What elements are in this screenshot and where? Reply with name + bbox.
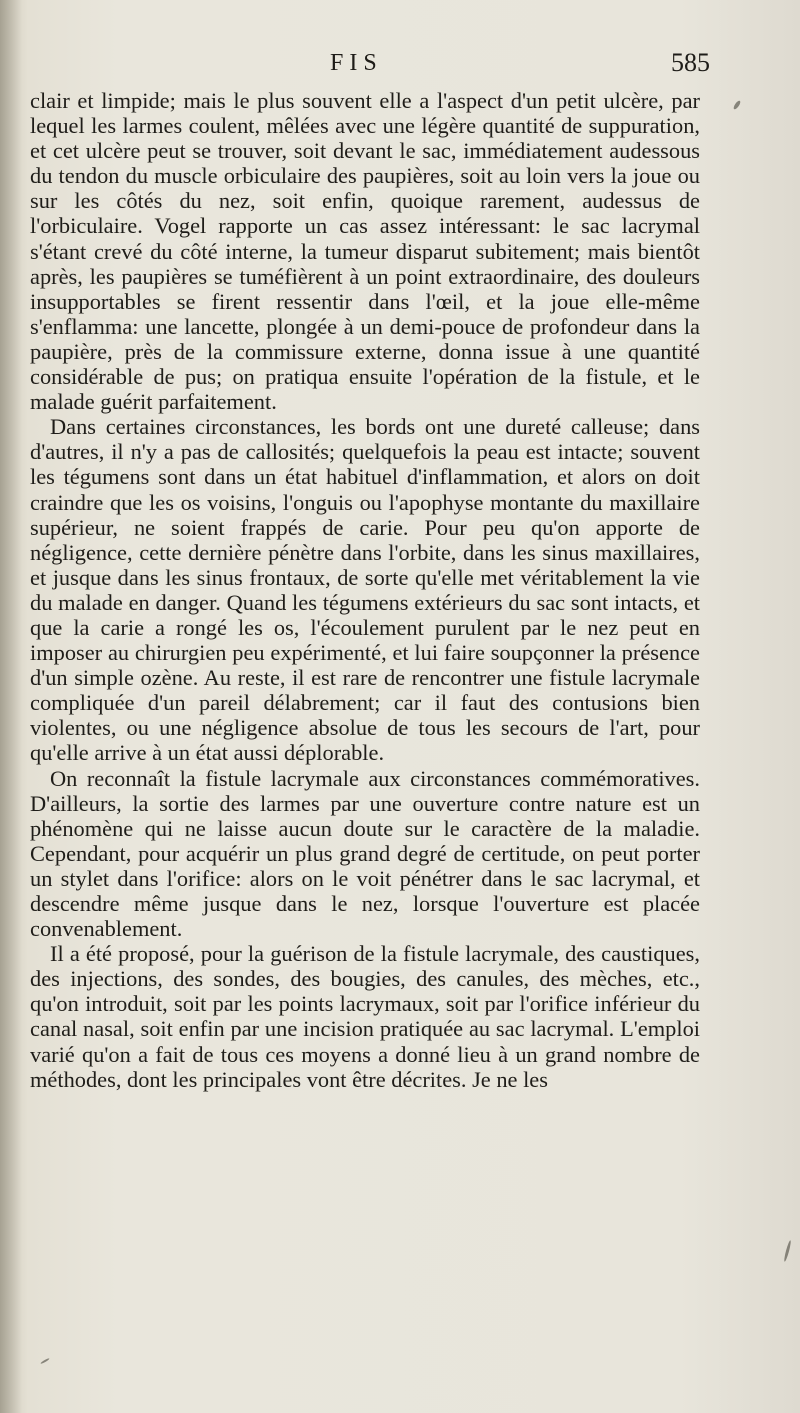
paragraph-1: clair et limpide; mais le plus souvent elle a l'aspect d'un petit ulcère, par lequel les larmes coulent, mêlées avec une légère quantité de suppuration, et cet ulcère peut se trouver, soit devant le sac, immédiatement audessous du tendon du muscle orbiculaire des paupières, soit au loin vers la joue ou sur les côtés du nez, soit enfin, quoique rarement, audessus de l'orbiculaire. Vogel rapporte un cas assez intéressant: le sac lacrymal s'étant crevé du côté interne, la tumeur disparut subitement; mais bientôt après, les paupières se tuméfièrent à un point extraordinaire, des douleurs insupportables se firent ressentir dans l'œil, et la joue elle-même s'enflamma: une lancette, plongée à un demi-pouce de profondeur dans la paupière, près de la commissure externe, donna issue à une quantité considérable de pus; on pratiqua ensuite l'opération de la fistule, et le malade guérit parfaitement. bbox=[30, 88, 700, 415]
ink-speck bbox=[732, 100, 741, 110]
page-gutter-shadow bbox=[0, 0, 22, 1413]
paragraph-4: Il a été proposé, pour la guérison de la fistule lacrymale, des caustiques, des injections, des sondes, des bougies, des canules, des mèches, etc., qu'on introduit, soit par les points lacrymaux, soit par l'orifice inférieur du canal nasal, soit enfin par une incision pratiquée au sac lacrymal. L'emploi varié qu'on a fait de tous ces moyens a donné lieu à un grand nombre de méthodes, dont les principales vont être décrites. Je ne les bbox=[30, 941, 700, 1092]
ink-speck bbox=[40, 1358, 50, 1365]
paragraph-3: On reconnaît la fistule lacrymale aux circonstances commémoratives. D'ailleurs, la sortie des larmes par une ouverture contre nature est un phénomène qui ne laisse aucun doute sur le caractère de la maladie. Cependant, pour acquérir un plus grand degré de certitude, on peut porter un stylet dans l'orifice: alors on le voit pénétrer dans le sac lacrymal, et descendre même jusque dans le nez, lorsque l'ouverture est placée convenablement. bbox=[30, 765, 700, 942]
running-title: FIS bbox=[330, 50, 383, 76]
paragraph-2: Dans certaines circonstances, les bords ont une dureté calleuse; dans d'autres, il n'y a pas de callosités; quelquefois la peau est intacte; souvent les tégumens sont dans un état habituel d'inflammation, et alors on doit craindre que les os voisins, l'onguis ou l'apophyse montante du maxillaire supérieur, ne soient frappés de carie. Pour peu qu'on apporte de négligence, cette dernière pénètre dans l'orbite, dans les sinus maxillaires, et jusque dans les sinus frontaux, de sorte qu'elle met véritablement la vie du malade en danger. Quand les tégumens extérieurs du sac sont intacts, et que la carie a rongé les os, l'écoulement purulent par le nez peut en imposer au chirurgien peu expérimenté, et lui faire soupçonner la présence d'un simple ozène. Au reste, il est rare de rencontrer une fistule lacrymale compliquée d'un pareil délabrement; car il faut des contusions bien violentes, ou une négligence absolue de tous les secours de l'art, pour qu'elle arrive à un état aussi déplorable. bbox=[30, 414, 700, 766]
page-number: 585 bbox=[671, 48, 710, 77]
body-text bbox=[30, 88, 700, 1092]
ink-speck bbox=[783, 1240, 792, 1262]
running-head bbox=[30, 46, 710, 82]
